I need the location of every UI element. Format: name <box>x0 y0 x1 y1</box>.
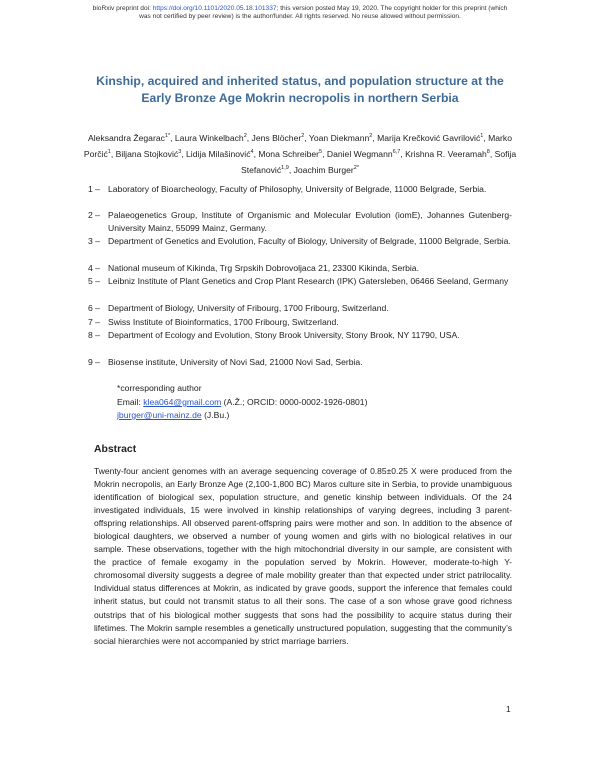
affiliation-number: 5 – <box>88 276 100 286</box>
author-separator: , <box>489 148 495 159</box>
author-separator: , <box>170 132 175 143</box>
email-link-1[interactable]: klea064@gmail.com <box>143 397 222 407</box>
affiliation-text: Swiss Institute of Bioinformatics, 1700 Fribourg, Switzerland. <box>108 317 339 327</box>
author-separator: , <box>483 132 489 143</box>
affiliation-item <box>88 235 512 248</box>
author-separator: , <box>304 132 309 143</box>
author-name: Krishna R. Veeramah <box>405 148 487 159</box>
affiliation-number: 4 – <box>88 263 100 273</box>
banner-line-1 <box>40 5 560 13</box>
page-number: 1 <box>506 704 511 714</box>
title-line-2: Early Bronze Age Mokrin necropolis in northern Serbia <box>141 91 459 105</box>
affiliation-number: 9 – <box>88 357 100 367</box>
author-affiliation-marker: 8 <box>486 148 490 155</box>
author-name: Daniel Wegmann <box>326 148 393 159</box>
corresponding-author-label: *corresponding author <box>117 383 202 393</box>
affiliation-number: 3 – <box>88 236 100 246</box>
banner-prefix: bioRxiv preprint doi: <box>92 5 153 12</box>
author-affiliation-marker: 5 <box>319 148 323 155</box>
affiliation-item <box>88 262 512 275</box>
affiliation-text: Leibniz Institute of Plant Genetics and Crop Plant Research (IPK) Gatersleben, 06466 Seeland, Germany <box>108 276 509 286</box>
corresponding-email-1 <box>117 396 367 409</box>
email-note-1: (A.Ž.; ORCID: 0000-0002-1926-0801) <box>221 397 368 407</box>
author-name: Mona Schreiber <box>258 148 320 159</box>
email-label: Email: <box>117 397 144 407</box>
author-affiliation-marker: 2* <box>353 164 359 171</box>
affiliation-item <box>88 183 512 196</box>
author-separator: , <box>288 164 294 175</box>
affiliation-text: Biosense institute, University of Novi Sad, 21000 Novi Sad, Serbia. <box>108 357 363 367</box>
banner-suffix: ; this version posted May 19, 2020. The copyright holder for this preprint (which <box>276 5 508 12</box>
affiliation-item <box>88 329 512 342</box>
author-separator: , <box>372 132 378 143</box>
author-name: Joachim Burger <box>293 164 354 175</box>
affiliation-item <box>88 275 512 288</box>
author-name: Lidija Milašinović <box>186 148 251 159</box>
author-separator: , <box>400 148 406 159</box>
affiliation-text: Department of Ecology and Evolution, Stony Brook University, Stony Brook, NY 11790, USA. <box>108 330 460 340</box>
author-affiliation-marker: 1* <box>164 133 171 139</box>
preprint-banner <box>40 5 560 21</box>
banner-line-2: was not certified by peer review) is the author/funder. All rights reserved. No reuse allowed without permission. <box>139 13 461 20</box>
author-affiliation-marker: 1 <box>480 133 484 139</box>
email-link-2[interactable]: jburger@uni-mainz.de <box>117 410 202 420</box>
author-name: Aleksandra Žegarac <box>87 132 165 143</box>
author-affiliation-marker: 4 <box>250 148 254 155</box>
affiliation-number: 2 – <box>88 210 100 220</box>
author-name: Jens Blöcher <box>251 132 302 143</box>
author-separator: , <box>181 148 187 159</box>
author-affiliation-marker: 1 <box>107 148 111 155</box>
author-separator: , <box>322 148 327 159</box>
affiliation-number: 6 – <box>88 303 100 313</box>
author-affiliation-marker: 2 <box>301 133 305 139</box>
author-separator: , <box>110 148 116 159</box>
author-affiliation-marker: 1,9 <box>281 164 289 171</box>
author-affiliation-marker: 3 <box>178 148 182 155</box>
doi-link[interactable]: https://doi.org/10.1101/2020.05.18.101337 <box>152 5 277 12</box>
affiliation-item <box>88 302 512 315</box>
author-list <box>78 129 522 177</box>
author-name: Biljana Stojković <box>115 148 179 159</box>
author-name: Laura Winkelbach <box>174 132 244 143</box>
affiliation-text: National museum of Kikinda, Trg Srpskih Dobrovoljaca 21, 23300 Kikinda, Serbia. <box>108 263 419 273</box>
author-separator: , <box>253 148 259 159</box>
affiliation-item <box>88 316 512 329</box>
author-affiliation-marker: 2 <box>243 133 247 139</box>
author-affiliation-marker: 6,7 <box>392 148 401 155</box>
author-name: Marko Porčić <box>83 132 512 159</box>
affiliation-number: 1 – <box>88 184 100 194</box>
author-name: Yoan Diekmann <box>308 132 370 143</box>
affiliation-item <box>88 356 512 369</box>
abstract-heading: Abstract <box>94 444 137 455</box>
affiliation-number: 7 – <box>88 317 100 327</box>
affiliation-item <box>88 209 512 236</box>
author-name: Sofija Stefanović <box>241 148 517 175</box>
affiliation-text: Palaeogenetics Group, Institute of Organismic and Molecular Evolution (iomE), Johannes Gutenberg-University Mainz, 55099 Mainz, Germany. <box>108 210 512 234</box>
author-affiliation-marker: 2 <box>369 133 373 139</box>
author-name: Marija Krečković Gavrilović <box>377 132 481 143</box>
paper-title <box>60 73 540 107</box>
affiliation-text: Department of Genetics and Evolution, Faculty of Biology, University of Belgrade, 11000 Belgrade, Serbia. <box>108 236 511 246</box>
abstract-text: Twenty-four ancient genomes with an average sequencing coverage of 0.85±0.25 X were produced from the Mokrin necropolis, an Early Bronze Age (2,100-1,800 BC) Maros culture site in Serbia, to provide unambiguous identification of biological sex, population structure, and genetic kinship between individuals. Of the 24 investigated individuals, 15 were involved in kinship relationships of varying degrees, including 3 parent-offspring relationships. All observed parent-offspring pairs were mother and son. In addition to the absence of biological daughters, we observed a number of young women and girls with no biological relatives in our sample. These observations, together with the high mitochondrial diversity in our sample, are consistent with the practice of female exogamy in the population served by Mokrin. However, moderate-to-high Y-chromosomal diversity suggests a degree of male mobility greater than that expected under strict patrilocality. Individual status differences at Mokrin, as indicated by grave goods, support the inference that females could inherit status, but could not transmit status to all their sons. The case of a son whose grave good richness outstrips that of his biological mother suggests that sons had the possibility to acquire status during their lifetimes. The Mokrin sample resembles a genetically unstructured population, suggesting that the community’s social hierarchies were not accompanied by strict marriage barriers. <box>94 466 512 646</box>
affiliation-text: Department of Biology, University of Fribourg, 1700 Fribourg, Switzerland. <box>108 303 389 313</box>
author-separator: , <box>246 132 252 143</box>
corresponding-email-2 <box>117 409 229 422</box>
title-line-1: Kinship, acquired and inherited status, and population structure at the <box>96 74 504 88</box>
affiliation-number: 8 – <box>88 330 100 340</box>
email-note-2: (J.Bu.) <box>201 410 230 420</box>
affiliation-text: Laboratory of Bioarcheology, Faculty of Philosophy, University of Belgrade, 11000 Belgrade, Serbia. <box>108 184 487 194</box>
